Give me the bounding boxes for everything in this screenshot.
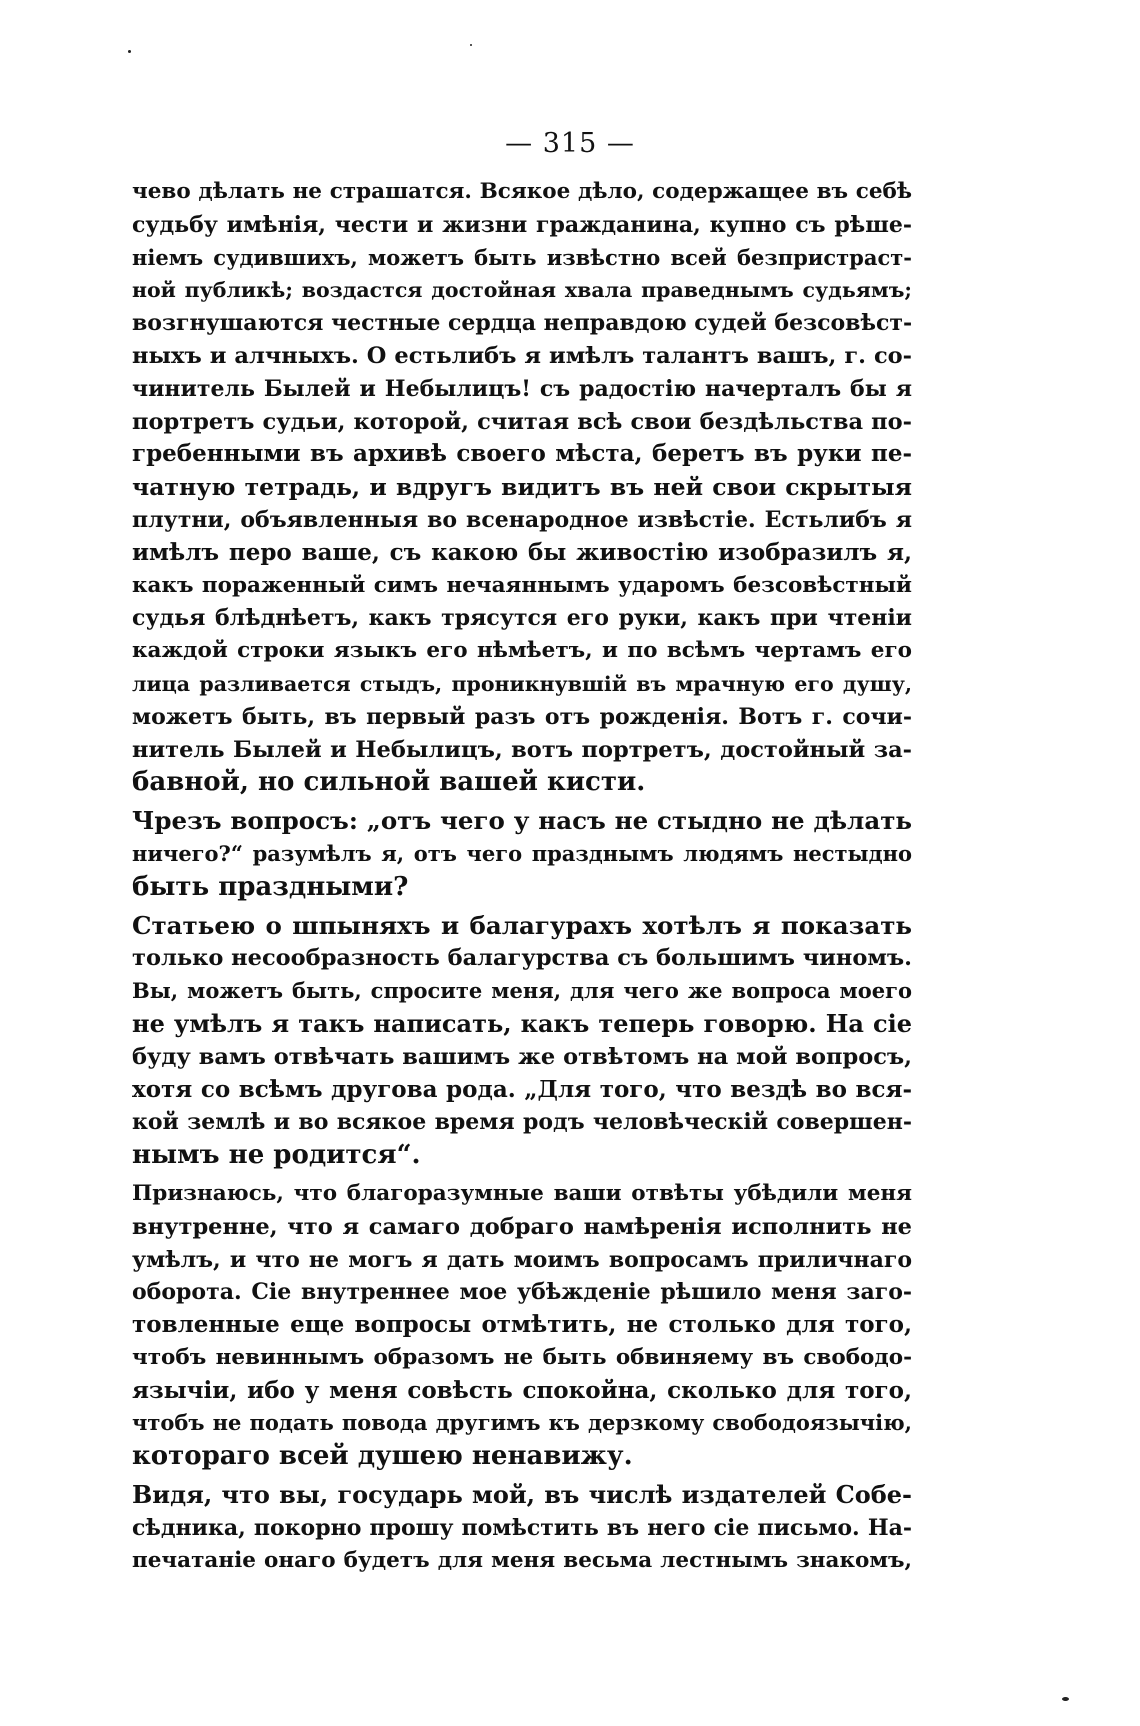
text-line: кой землѣ и во всякое время родъ человѣческій совершен-	[132, 1109, 912, 1136]
text-line: чево дѣлать не страшатся. Всякое дѣло, содержащее въ себѣ	[132, 179, 912, 204]
paragraph-5	[132, 1479, 912, 1577]
text-line: внутренне, что я самаго добраго намѣренія исполнить не	[132, 1213, 912, 1240]
text-line: не умѣлъ я такъ написать, какъ теперь говорю. На сіе	[132, 1008, 912, 1038]
text-line: чтобъ невиннымъ образомъ не быть обвиняему въ свободо-	[132, 1344, 912, 1370]
text-line: имѣлъ перо ваше, съ какою бы живостію изобразилъ я,	[132, 538, 912, 566]
text-line: ничего?“ разумѣлъ я, отъ чего празднымъ людямъ нестыдно	[132, 840, 912, 866]
text-line: лица разливается стыдъ, проникнувшій въ мрачную его душу,	[132, 671, 912, 696]
text-line: ніемъ судившихъ, можетъ быть извѣстно всей безпристраст-	[132, 244, 912, 270]
text-line: чтобъ не подать повода другимъ къ дерзкому свободоязычію,	[132, 1410, 912, 1436]
text-line: буду вамъ отвѣчать вашимъ же отвѣтомъ на мой вопросъ,	[132, 1043, 912, 1070]
text-line: сѣдника, покорно прошу помѣстить въ него сіе письмо. На-	[132, 1514, 912, 1541]
scan-speck	[1062, 1697, 1069, 1701]
text-line: чатную тетрадь, и вдругъ видитъ въ ней свои скрытыя	[132, 473, 912, 502]
text-line: гребенными въ архивѣ своего мѣста, беретъ въ руки пе-	[132, 440, 912, 468]
text-line: ныхъ и алчныхъ. О естьлибъ я имѣлъ талантъ вашъ, г. со-	[132, 342, 912, 369]
text-line: Чрезъ вопросъ: „отъ чего у насъ не стыдно не дѣлать	[132, 806, 912, 836]
text-line: Вы, можетъ быть, спросите меня, для чего же вопроса моего	[132, 978, 912, 1004]
text-line: товленные еще вопросы отмѣтить, не столько для того,	[132, 1311, 912, 1339]
text-line: портретъ судьи, которой, считая всѣ свои бездѣльства по-	[132, 408, 912, 435]
paragraph-2	[132, 805, 912, 903]
text-line: оборота. Сіе внутреннее мое убѣжденіе рѣшило меня заго-	[132, 1279, 912, 1306]
text-body	[132, 176, 912, 1577]
text-line: нымъ не родится“.	[132, 1140, 421, 1171]
text-line: чинитель Былей и Небылицъ! съ радостію начерталъ бы я	[132, 375, 912, 402]
text-line: котораго всей душею ненавижу.	[132, 1441, 633, 1472]
text-line: печатаніе онаго будетъ для меня весьма лестнымъ знакомъ,	[132, 1547, 912, 1573]
paragraph-3	[132, 910, 912, 1172]
text-line: плутни, объявленныя во всенародное извѣстіе. Естьлибъ я	[132, 506, 912, 533]
text-line: судья блѣднѣетъ, какъ трясутся его руки, какъ при чтеніи	[132, 605, 912, 632]
text-line: только несообразность балагурства съ большимъ чиномъ.	[132, 945, 912, 972]
paragraph-4	[132, 1178, 912, 1473]
scan-speck	[128, 50, 131, 53]
text-line: Статьею о шпыняхъ и балагурахъ хотѣлъ я показать	[132, 910, 912, 940]
text-line: судьбу имѣнія, чести и жизни гражданина, купно съ рѣше-	[132, 211, 912, 238]
text-line: какъ пораженный симъ нечаяннымъ ударомъ безсовѣстный	[132, 572, 912, 598]
scan-speck	[470, 44, 472, 46]
text-line: умѣлъ, и что не могъ я дать моимъ вопросамъ приличнаго	[132, 1246, 912, 1273]
paragraph-1	[132, 176, 912, 799]
text-line: быть праздными?	[132, 871, 409, 902]
text-line: каждой строки языкъ его нѣмѣетъ, и по всѣмъ чертамъ его	[132, 638, 912, 664]
text-line: Признаюсь, что благоразумные ваши отвѣты убѣдили меня	[132, 1180, 912, 1206]
text-line: ной публикѣ; воздастся достойная хвала праведнымъ судьямъ;	[132, 278, 912, 303]
page-number: — 315 —	[505, 128, 635, 159]
text-line: Видя, что вы, государь мой, въ числѣ издателей Собе-	[132, 1480, 912, 1510]
text-line: можетъ быть, въ первый разъ отъ рожденія. Вотъ г. сочи-	[132, 703, 912, 730]
text-line: хотя со всѣмъ другова рода. „Для того, что вездѣ во вся-	[132, 1075, 912, 1103]
text-line: язычіи, ибо у меня совѣсть спокойна, сколько для того,	[132, 1376, 912, 1404]
text-line: бавной, но сильной вашей кисти.	[132, 767, 646, 798]
text-line: нитель Былей и Небылицъ, вотъ портретъ, достойный за-	[132, 736, 912, 763]
text-line: возгнушаются честные сердца неправдою судей безсовѣст-	[132, 310, 912, 337]
